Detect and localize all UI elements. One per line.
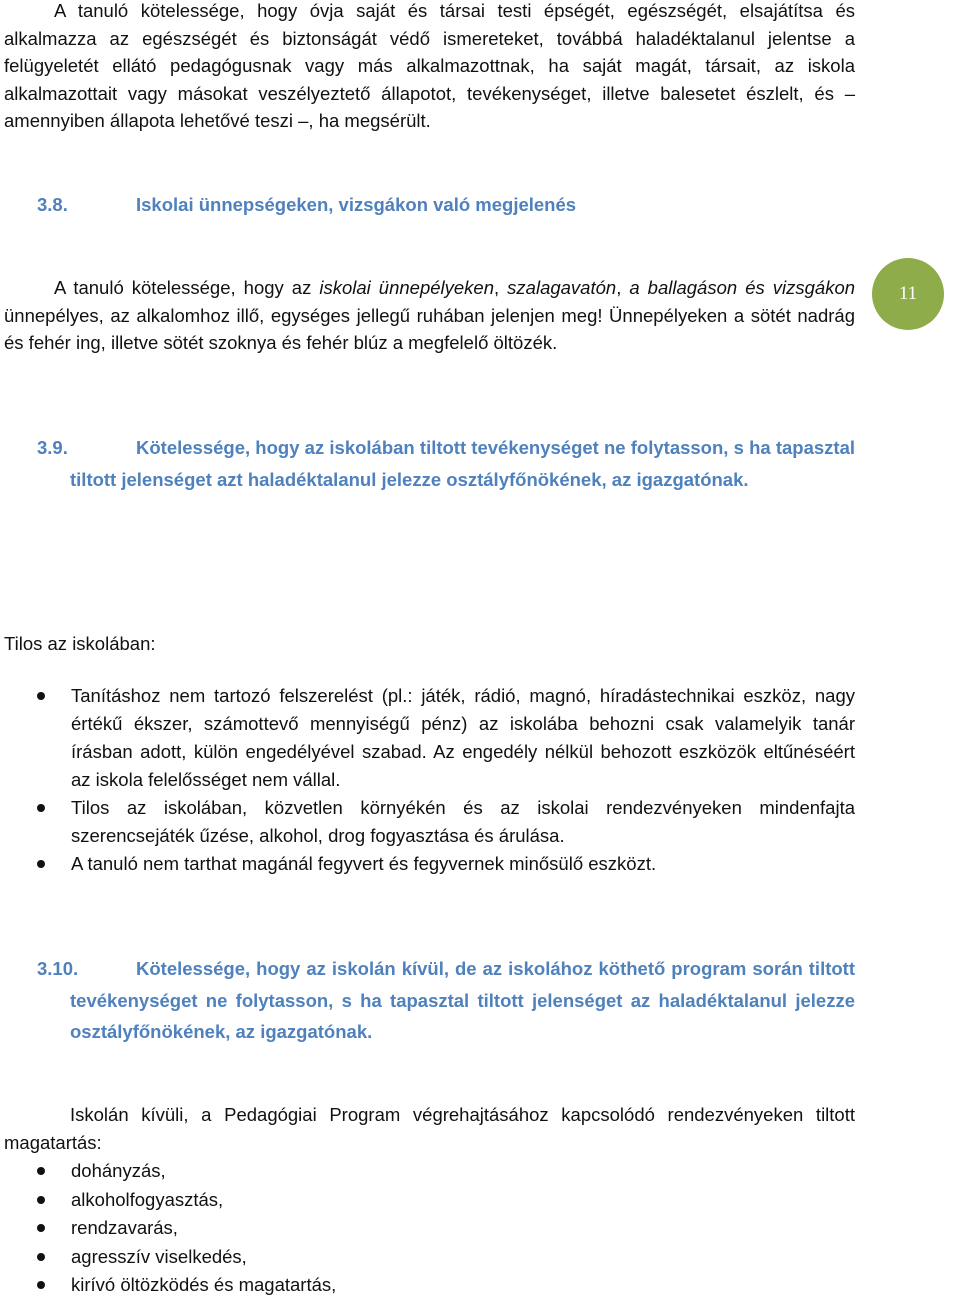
bullet-icon xyxy=(37,1253,45,1261)
section-3-8-italic-1: iskolai ünnepélyeken xyxy=(319,277,494,298)
bullet-icon xyxy=(37,1196,45,1204)
prohibited-heading: Tilos az iskolában: xyxy=(4,633,156,654)
section-3-10-title: Kötelessége, hogy az iskolán kívül, de az iskolához köthető program során tiltott tevékenységet ne folytasson, s ha tapasztal tiltott jelenséget az haladéktalanul jelezze osztályfőnökének, az igazgatónak. xyxy=(70,958,855,1042)
outside-list xyxy=(0,1157,855,1300)
intro-paragraph: A tanuló kötelessége, hogy óvja saját és társai testi épségét, egészségét, elsajátítsa és alkalmazza az egészségét és biztonságát védő ismereteket, továbbá haladéktalanul jelentse a felügyeletét ellátó pedagógusnak vagy más alkalmazottnak, ha saját magát, társait, az iskola alkalmazottait vagy másokat veszélyeztető állapotot, tevékenységet, illetve balesetet észlelt, és – amennyiben állapota lehetővé teszi –, ha megsérült. xyxy=(4,0,855,131)
bullet-icon xyxy=(37,1167,45,1175)
list-item: Tilos az iskolában, közvetlen környékén és az iskolai rendezvényeken mindenfajta szerencsejáték űzése, alkohol, drog fogyasztása és árulása. xyxy=(0,794,855,850)
section-3-8-text-end: ünnepélyes, az alkalomhoz illő, egységes jellegű ruhában jelenjen meg! Ünnepélyeken a sötét nadrág és fehér ing, illetve sötét szoknya és fehér blúz a megfelelő öltözék. xyxy=(4,304,855,353)
section-3-8-title: Iskolai ünnepségeken, vizsgákon való megjelenés xyxy=(136,194,577,215)
list-item: rendzavarás, xyxy=(0,1214,855,1243)
section-3-8-number: 3.8. xyxy=(37,194,68,215)
section-3-8-heading xyxy=(37,189,855,221)
section-3-10-heading xyxy=(37,953,855,1048)
section-3-9-number: 3.9. xyxy=(37,437,68,458)
page-number-badge: 11 xyxy=(872,258,944,330)
bullet-icon xyxy=(37,860,45,868)
section-3-8-text-start: A tanuló kötelessége, hogy az xyxy=(54,277,320,298)
outside-intro: Iskolán kívüli, a Pedagógiai Program végrehajtásához kapcsolódó rendezvényeken tiltott magatartás: xyxy=(4,1104,855,1153)
section-3-8-sep-1: , xyxy=(494,277,508,298)
list-item: agresszív viselkedés, xyxy=(0,1243,855,1272)
list-item: alkoholfogyasztás, xyxy=(0,1186,855,1215)
section-3-10-number: 3.10. xyxy=(37,958,79,979)
list-item: A tanuló nem tarthat magánál fegyvert és fegyvernek minősülő eszközt. xyxy=(0,850,855,878)
prohibited-list xyxy=(0,682,855,878)
section-3-8-sep-2: , xyxy=(616,277,630,298)
list-item: Tanításhoz nem tartozó felszerelést (pl.: játék, rádió, magnó, híradástechnikai eszköz, nagy értékű ékszer, számottevő mennyiségű pénz) az iskolába behozni csak valamelyik tanár írásban adott, külön engedélyével szabad. Az engedély nélkül behozott eszközök eltűnéséért az iskola felelősséget nem vállal. xyxy=(0,682,855,794)
section-3-8-italic-3: a ballagáson és vizsgákon xyxy=(629,277,856,298)
bullet-icon xyxy=(37,804,45,812)
bullet-icon xyxy=(37,1281,45,1289)
bullet-icon xyxy=(37,692,45,700)
list-item: dohányzás, xyxy=(0,1157,855,1186)
section-3-9-title: Kötelessége, hogy az iskolában tiltott tevékenységet ne folytasson, s ha tapasztal tiltott jelenséget azt haladéktalanul jelezze osztályfőnökének, az igazgatónak. xyxy=(70,437,855,490)
section-3-9-heading xyxy=(37,432,855,495)
bullet-icon xyxy=(37,1224,45,1232)
section-3-8-italic-2: szalagavatón xyxy=(507,277,617,298)
section-3-8-paragraph xyxy=(4,274,855,357)
list-item: kirívó öltözködés és magatartás, xyxy=(0,1271,855,1300)
